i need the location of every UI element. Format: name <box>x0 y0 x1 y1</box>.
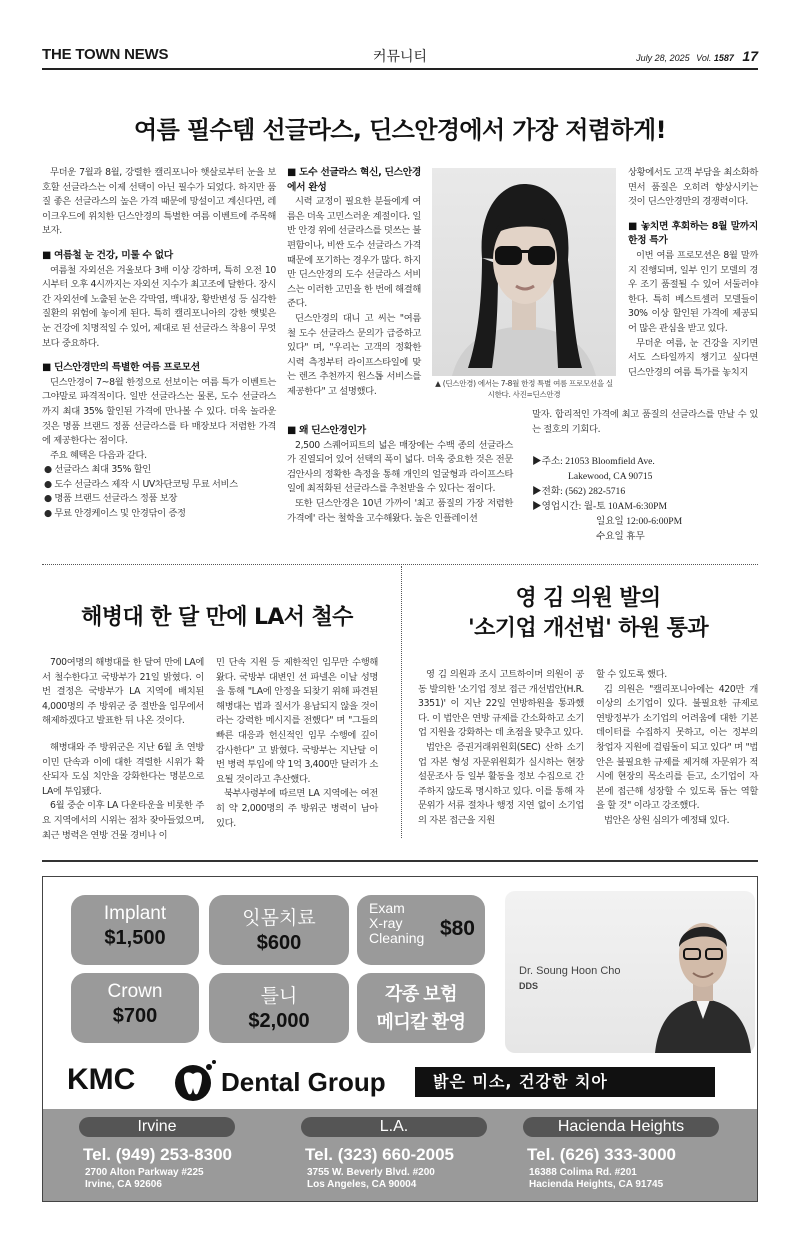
paragraph: 말자. 합리적인 가격에 최고 품질의 선글라스를 만날 수 있는 절호의 기회다. <box>532 409 758 435</box>
price-tile-crown <box>71 973 199 1043</box>
address-line: 2700 Alton Parkway #225 <box>85 1167 204 1178</box>
service-price: $700 <box>112 1005 158 1027</box>
subhead: ■ 딘스안경만의 특별한 여름 프로모션 <box>42 362 200 374</box>
brand-dental-group: Dental Group <box>221 1067 386 1097</box>
store-address: ▶주소: 21053 Bloomfield Ave. <box>532 456 655 467</box>
location-tel: Tel. (626) 333-3000 <box>527 1145 676 1164</box>
store-contact <box>532 454 758 544</box>
paragraph: 6월 중순 이후 LA 다운타운을 비롯한 주요 지역에서의 시위는 점차 잦아들었으며, 최근 병력은 연방 건물 경비나 이 <box>42 800 204 841</box>
paragraph: 시력 교정이 필요한 분들에게 여름은 더욱 고민스러운 계절이다. 일반 안경 위에 선글라스를 덧쓰는 불편함이나, 비싼 도수 선글라스 가격 때문에 포기하는 경우가 많다. 하지만 딘스안경의 도수 선글라스 서비스는 이러한 고민을 한 번에 해결해준다. <box>287 196 421 310</box>
sunglasses-model-photo <box>432 168 616 376</box>
page-number: 17 <box>742 48 758 64</box>
service-price: $600 <box>256 932 302 954</box>
article1-tail <box>532 408 758 437</box>
section-divider <box>42 564 758 565</box>
insurance-tile <box>357 973 485 1043</box>
paragraph: 700여명의 해병대를 한 달여 만에 LA에서 철수한다고 국방부가 21일 밝혔다. 이번 결정은 국방부가 LA 지역에 배치된 4,000명의 주 방위군 중 절반을 임무에서 해제하겠다고 발표한 뒤 나온 것이다. <box>42 657 204 727</box>
service-price: $80 <box>439 917 475 940</box>
address-line: 16388 Colima Rd. #201 <box>529 1167 637 1178</box>
price-tile-implant <box>71 895 199 965</box>
paragraph: 할 수 있도록 했다. <box>596 669 667 680</box>
article2-col1 <box>42 656 204 843</box>
paragraph: 법안은 증권거래위원회(SEC) 산하 소기업 자본 형성 자문위원회가 실시하는 현장 설문조사 등 일부 활동을 정보 수집으로 간주하지 않도록 명시하고 있다. 이를 통해 자문위가 서류 절차나 행정 지연 없이 소기업의 자본 접근을 지원 <box>418 741 584 826</box>
price-tile-gum <box>209 895 349 965</box>
address-line: 3755 W. Beverly Blvd. #200 <box>307 1167 435 1178</box>
paragraph: 영 김 의원과 조시 고트하이머 의원이 공동 발의한 '소기업 정보 접근 개선법안(H.R. 3351)' 이 지난 22일 연방하원을 통과했다. 이 법안은 연방 규제를 간소화하고 소기업 지원을 강화하는 데 초점을 맞추고 있다. <box>418 669 584 739</box>
service-label: Cleaning <box>369 930 425 946</box>
paragraph: 김 의원은 "캘리포니아에는 420만 개 이상의 소기업이 있다. 불필요한 규제로 연방정부가 소기업의 어려움에 대한 기본 데이터를 수집하지 못하고, 이는 정부의 창업자 지원에 걸림돌이 되고 있다" 며 "법안은 불필요한 규제를 제거해 자문위가 적시에 현장의 목소리를 듣고, 소기업이 자본에 접근해 성장할 수 있도록 돕는 역할을 할 것" 이라고 강조했다. <box>596 683 758 812</box>
location-tel: Tel. (323) 660-2005 <box>305 1145 454 1164</box>
service-price: $1,500 <box>104 927 166 949</box>
doctor-name: Dr. Soung Hoon Cho <box>519 965 621 977</box>
issue-date: July 28, 2025 <box>636 53 690 63</box>
header-rule <box>42 68 758 70</box>
paragraph: 북부사령부에 따르면 LA 지역에는 여전히 약 2,000명의 주 방위군 병력이 남아 있다. <box>216 788 378 829</box>
price-tile-cleaning <box>357 895 485 965</box>
service-label: 틀니 <box>260 986 298 1007</box>
insurance-line: 각종 보험 <box>384 984 458 1004</box>
location-name-irvine: Irvine <box>79 1117 235 1137</box>
paragraph: 이번 여름 프로모션은 8월 말까지 진행되며, 일부 인기 모델의 경우 조기 품절될 수 있어 서둘러야 한다. 특히 베스트셀러 모델들이 30% 이상 할인된 가격에 제공되어 많은 관심을 받고 있다. <box>628 249 758 334</box>
location-address <box>529 1167 663 1191</box>
publication-name: THE TOWN NEWS <box>42 46 169 63</box>
location-address <box>307 1167 435 1191</box>
store-phone: ▶전화: (562) 282-5716 <box>532 486 626 497</box>
paragraph: 상황에서도 고객 부담을 최소화하면서 품질은 오히려 향상시키는 것이 딘스안경만의 경쟁력이다. <box>628 167 758 208</box>
address-line: Irvine, CA 92606 <box>85 1179 162 1190</box>
paragraph: 또한 딘스안경은 10년 가까이 '최고 품질의 가장 저렴한 가격에' 라는 철학을 고수해왔다. 높은 인플레이션 <box>287 497 513 524</box>
article2-headline: 해병대 한 달 만에 LA서 철수 <box>81 605 353 630</box>
paragraph: 2,500 스퀘어피트의 넓은 매장에는 수백 종의 선글라스가 진열되어 있어 선택의 폭이 넓다. 더욱 중요한 것은 전문 검안사의 정확한 측정을 통해 개인의 얼굴형과 라이프스타일에 최적화된 선글라스를 추천받을 수 있다는 점이다. <box>287 439 513 495</box>
article1-col3 <box>628 166 758 380</box>
store-city: Lakewood, CA 90715 <box>568 471 653 482</box>
service-price: $2,000 <box>248 1010 310 1032</box>
subhead: ■ 왜 딘스안경인가 <box>287 425 366 436</box>
paragraph: 딘스안경의 대니 고 씨는 "여름철 도수 선글라스 문의가 급증하고 있다" 며, "우리는 고객의 정확한 시력 측정부터 라이프스타일에 맞는 렌즈 추천까지 원스톱 서비스를 제공한다" 고 설명했다. <box>287 312 421 397</box>
subhead: ■ 놓치면 후회하는 8월 말까지 한정 특가 <box>628 220 758 247</box>
article1-col2 <box>287 166 421 400</box>
article3-col1 <box>418 668 584 829</box>
column-divider <box>401 566 402 838</box>
brand-kmc: KMC <box>67 1063 136 1096</box>
vol-label: Vol. <box>696 53 712 63</box>
article2-col2 <box>216 656 378 831</box>
article1-headline: 여름 필수템 선글라스, 딘스안경에서 가장 저렴하게! <box>134 116 666 144</box>
vol-number: 1587 <box>713 53 734 63</box>
location-name-la: L.A. <box>301 1117 487 1137</box>
doctor-title: DDS <box>519 981 539 991</box>
list-item: ● 명품 브랜드 선글라스 정품 보장 <box>44 493 177 505</box>
paragraph: 해병대와 주 방위군은 지난 6월 초 연방 이민 단속과 이에 대한 격렬한 시위가 확산되자 도심 치안을 강화한다는 명분으로 LA에 투입됐다. <box>42 741 204 797</box>
paragraph: 민 단속 지원 등 제한적인 임무만 수행해 왔다. 국방부 대변인 션 파넬은 이날 성명을 통해 "LA에 안정을 되찾기 위해 파견된 해병대는 법과 질서가 용납되지 않을 것이라는 강력한 메시지를 전했다" 며 "그들의 빠른 대응과 헌신적인 임무 수행에 깊이 감사한다" 고 밝혔다. 국방부는 지난달 이번 병력 투입에 약 1억 3,400만 달러가 소요될 것이라고 추산했다. <box>216 657 378 785</box>
issue-meta <box>636 48 758 64</box>
list-item: ● 도수 선글라스 제작 시 UV차단코팅 무료 서비스 <box>44 478 238 490</box>
list-item: ● 무료 안경케이스 및 안경닦이 증정 <box>44 508 186 520</box>
article1-col1 <box>42 166 276 522</box>
kmc-dental-ad <box>42 876 758 1202</box>
store-hours-sunday: 일요일 12:00-6:00PM <box>596 516 683 527</box>
section-name: 커뮤니티 <box>372 49 428 65</box>
photo-caption: ▲ (딘스안경) 에서는 7-8월 한정 특별 여름 프로모션을 실시한다. 사진=딘스안경 <box>435 379 613 399</box>
location-name-hacienda: Hacienda Heights <box>523 1117 719 1137</box>
woman-sunglasses-illustration <box>432 168 616 376</box>
service-label: X-ray <box>369 915 403 931</box>
article3-headline-line2: '소기업 개선법' 하원 통과 <box>468 616 708 641</box>
price-tile-dentures <box>209 973 349 1043</box>
paragraph: 주요 혜택은 다음과 같다. <box>50 449 147 461</box>
doctor-portrait <box>655 897 751 1053</box>
paragraph: 무더운 여름, 눈 건강을 지키면서도 스타일까지 챙기고 싶다면 딘스안경의 여름 특가를 놓치지 <box>628 337 758 378</box>
subhead: ■ 도수 선글라스 혁신, 딘스안경에서 완성 <box>287 167 421 193</box>
insurance-line: 메디칼 환영 <box>376 1012 466 1032</box>
paragraph: 여름철 자외선은 겨울보다 3배 이상 강하며, 특히 오전 10시부터 오후 4시까지는 자외선 지수가 최고조에 달한다. 장시간 자외선에 노출된 눈은 각막염, 백내장, 황반변성 등 심각한 질환의 위험에 놓이게 된다. 특히 캘리포니아의 강한 햇빛은 눈 건강에 치명적일 수 있어, 제대로 된 선글라스 착용이 무엇보다 중요하다. <box>42 264 276 349</box>
slogan-banner: 밝은 미소, 건강한 치아 <box>415 1067 715 1097</box>
list-item: ● 선글라스 최대 35% 할인 <box>44 464 151 476</box>
tooth-logo-icon <box>173 1059 217 1103</box>
doctor-panel <box>505 891 755 1053</box>
paragraph: 법안은 상원 심의가 예정돼 있다. <box>604 814 730 826</box>
article3-headline <box>418 584 758 644</box>
address-line: Los Angeles, CA 90004 <box>307 1179 417 1190</box>
article3-headline-line1: 영 김 의원 발의 <box>515 586 661 611</box>
service-label: 잇몸치료 <box>242 908 316 929</box>
store-hours: ▶영업시간: 월-토 10AM-6:30PM <box>532 501 668 512</box>
store-closed-day: 수요일 휴무 <box>596 531 645 542</box>
service-label: Crown <box>107 981 163 1002</box>
service-label: Implant <box>103 903 167 924</box>
article1-col2-lower <box>287 424 513 526</box>
location-address <box>85 1167 204 1191</box>
subhead: ■ 여름철 눈 건강, 미룰 수 없다 <box>42 249 173 261</box>
paragraph: 무더운 7월과 8월, 강렬한 캘리포니아 햇살로부터 눈을 보호할 선글라스는 이제 선택이 아닌 필수가 되었다. 하지만 품질 좋은 선글라스의 높은 가격 때문에 망설이고 계신다면, 레이크우드에 위치한 딘스안경의 특별한 여름 이벤트에 주목해보자. <box>42 167 276 237</box>
article3-col2 <box>596 668 758 829</box>
location-tel: Tel. (949) 253-8300 <box>83 1145 232 1164</box>
paragraph: 딘스안경이 7~8월 한정으로 선보이는 여름 특가 이벤트는 그야말로 파격적이다. 일반 선글라스는 물론, 도수 선글라스까지 최대 35% 할인된 가격에 만나볼 수 있다. 더욱 놀라운 것은 명품 브랜드 정품 선글라스를 타 매장보다 저렴한 가격에 제공한다는 점이다. <box>42 376 276 447</box>
service-label: Exam <box>369 900 405 916</box>
ad-divider <box>42 860 758 862</box>
address-line: Hacienda Heights, CA 91745 <box>529 1179 664 1190</box>
